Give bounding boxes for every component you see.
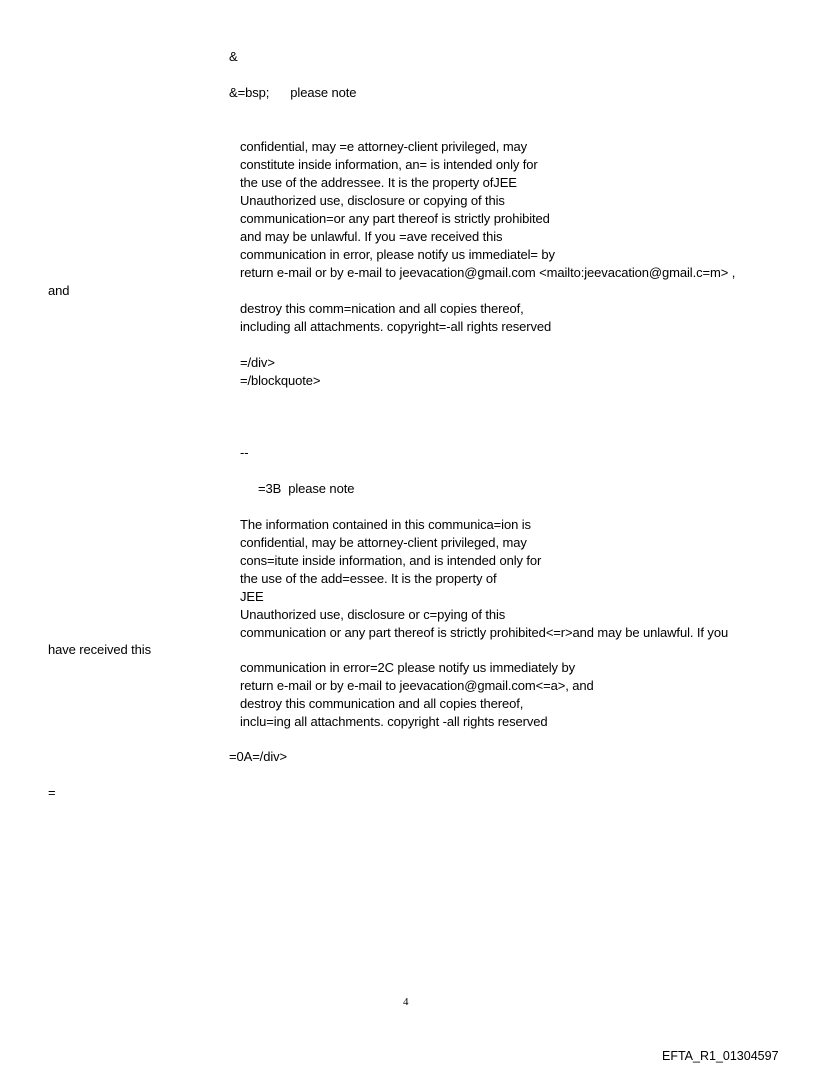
text-line: =/div> (240, 355, 275, 370)
text-line: destroy this comm=nication and all copies thereof, (240, 301, 524, 316)
text-line: constitute inside information, an= is intended only for (240, 157, 538, 172)
text-line: communication=or any part thereof is strictly prohibited (240, 211, 550, 226)
bates-stamp: EFTA_R1_01304597 (662, 1049, 779, 1063)
text-line: Unauthorized use, disclosure or copying of this (240, 193, 505, 208)
text-line: and (48, 283, 70, 298)
text-line: the use of the add=essee. It is the property of (240, 571, 497, 586)
text-line: the use of the addressee. It is the property ofJEE (240, 175, 517, 190)
text-line: cons=itute inside information, and is intended only for (240, 553, 542, 568)
text-line: = (48, 785, 56, 800)
text-line: return e-mail or by e-mail to jeevacation@gmail.com <mailto:jeevacation@gmail.c=m> , (240, 265, 736, 280)
text-line: destroy this communication and all copies thereof, (240, 696, 524, 711)
text-line: and may be unlawful. If you =ave received this (240, 229, 503, 244)
text-line: & (229, 49, 238, 64)
text-line: including all attachments. copyright=-all rights reserved (240, 319, 552, 334)
text-line: =/blockquote> (240, 373, 321, 388)
text-line: communication in error, please notify us immediatel= by (240, 247, 555, 262)
text-line: =3B please note (258, 481, 355, 496)
text-line: inclu=ing all attachments. copyright -all rights reserved (240, 714, 548, 729)
page-number: 4 (403, 996, 409, 1008)
text-line: The information contained in this communica=ion is (240, 517, 531, 532)
text-line: =0A=/div> (229, 749, 288, 764)
text-line: return e-mail or by e-mail to jeevacation@gmail.com<=a>, and (240, 678, 594, 693)
text-line: communication or any part thereof is strictly prohibited<=r>and may be unlawful. If you (240, 625, 729, 640)
text-line: communication in error=2C please notify us immediately by (240, 660, 575, 675)
text-line: Unauthorized use, disclosure or c=pying of this (240, 607, 506, 622)
text-line: &=bsp; please note (229, 85, 357, 100)
text-line: confidential, may =e attorney-client privileged, may (240, 139, 528, 154)
text-line: JEE (240, 589, 264, 604)
text-line: -- (240, 445, 249, 460)
text-line: have received this (48, 642, 151, 657)
text-line: confidential, may be attorney-client privileged, may (240, 535, 527, 550)
